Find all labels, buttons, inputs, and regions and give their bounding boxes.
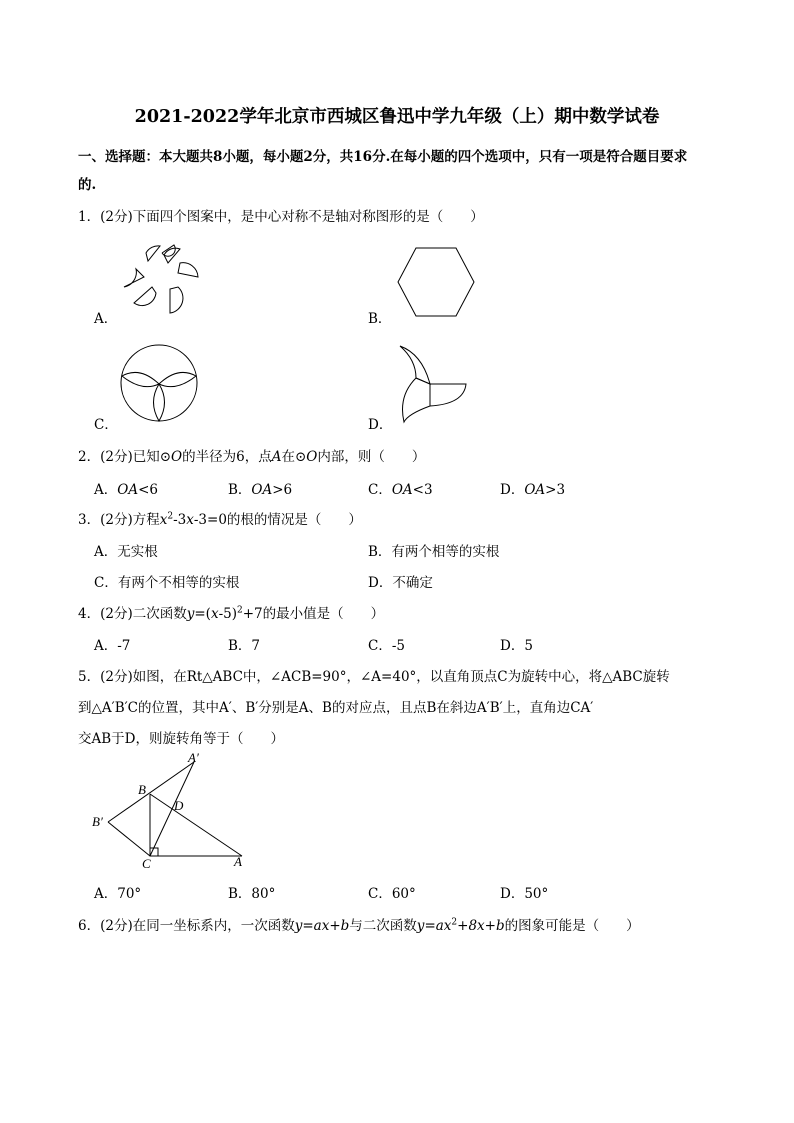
option-label: B．	[228, 482, 252, 498]
q6-stem-d: =	[424, 918, 436, 934]
q4-stem-d: +7的最小值是（ ）	[242, 606, 385, 622]
q1-figure-a	[118, 243, 208, 319]
q1-figure-d	[394, 344, 468, 424]
q1-figure-b	[396, 247, 476, 317]
option-rel: >6	[272, 482, 293, 498]
blade-left	[403, 378, 431, 422]
blade-top	[400, 346, 430, 384]
blade-right	[430, 384, 466, 406]
petal-right	[159, 372, 196, 386]
option-rel: <3	[412, 482, 433, 498]
q6-stem-a: 6．(2分)在同一坐标系内，一次函数	[78, 918, 295, 934]
q2-stem-c: 在⊙	[281, 449, 307, 465]
option-var: OA	[117, 482, 139, 498]
q3-option-b: B．有两个相等的实根	[368, 544, 500, 560]
label-a: A	[234, 854, 242, 869]
q1-option-c: C．	[94, 417, 118, 433]
hexagon-shape	[398, 248, 474, 316]
option-rel: >3	[545, 482, 566, 498]
q2-option-d	[500, 478, 565, 498]
pinwheel-blade-6	[124, 269, 144, 287]
q2-var-o1: O	[171, 449, 183, 465]
label-b: B	[138, 782, 146, 797]
pinwheel-blade-4	[170, 287, 183, 313]
q5-option-c: C．60°	[368, 886, 416, 902]
q5-stem-line1: 5．(2分)如图，在Rt△ABC中，∠ACB=90°，∠A=40°，以直角顶点C为旋转中心，将△ABC旋转	[78, 669, 670, 685]
q4-stem	[78, 602, 384, 622]
segment-b1c	[108, 822, 150, 856]
option-label: D．	[500, 482, 525, 498]
q4-stem-b: =(	[194, 606, 211, 622]
q2-stem	[78, 445, 425, 465]
petal-left	[122, 372, 159, 386]
option-var: OA	[524, 482, 546, 498]
label-b1: B′	[92, 814, 103, 829]
section-header-line1: 一、选择题：本大题共8小题，每小题2分，共16分.在每小题的四个选项中，只有一项是符合题目要求	[78, 149, 688, 165]
option-label: A．	[94, 482, 118, 498]
q4-sup: 2	[237, 605, 243, 616]
label-a1: A′	[188, 750, 199, 765]
label-c: C	[142, 856, 151, 871]
q5-option-d: D．50°	[500, 886, 549, 902]
q2-stem-a: 2．(2分)已知⊙	[78, 449, 172, 465]
q6-var-y1: y	[294, 918, 303, 934]
q1-option-a: A．	[94, 311, 118, 327]
q5-stem-line3: 交AB于D，则旋转角等于（ ）	[78, 731, 284, 747]
q4-var-y: y	[186, 606, 195, 622]
option-rel: <6	[138, 482, 158, 498]
q4-stem-a: 4．(2分)二次函数	[78, 606, 187, 622]
section-header-line2: 的.	[78, 177, 97, 193]
q6-stem	[78, 914, 640, 934]
q2-option-c	[368, 478, 433, 498]
q1-option-d: D．	[368, 417, 393, 433]
q6-var-y2: y	[416, 918, 425, 934]
q3-var-x2: x	[186, 512, 194, 528]
q3-stem-b: -3	[173, 512, 187, 528]
q4-option-a: A．-7	[94, 638, 131, 654]
q1-stem: 1．(2分)下面四个图案中，是中心对称不是轴对称图形的是（ ）	[78, 209, 484, 225]
q3-stem	[78, 508, 362, 528]
q2-option-b	[228, 478, 292, 498]
q2-option-a	[94, 478, 158, 498]
q3-stem-a: 3．(2分)方程	[78, 512, 160, 528]
q4-option-b: B．7	[228, 638, 261, 654]
q6-sup: 2	[451, 917, 458, 928]
q1-figure-c	[120, 344, 198, 422]
segment-ca1	[150, 762, 194, 856]
q1-option-b: B．	[368, 311, 392, 327]
q3-option-a: A．无实根	[94, 544, 158, 560]
pinwheel-blade-2	[146, 246, 160, 261]
q4-var-x: x	[210, 606, 219, 622]
q2-var-o2: O	[306, 449, 318, 465]
q6-expr2a: ax	[435, 918, 452, 934]
q3-var-x1: x	[159, 512, 168, 528]
petal-bottom	[154, 384, 165, 421]
q6-stem-c: 与二次函数	[349, 918, 417, 934]
q2-stem-d: 内部，则（ ）	[317, 449, 426, 465]
option-var: OA	[391, 482, 413, 498]
segment-ba	[150, 794, 242, 856]
q3-stem-c: -3=0的根的情况是（ ）	[193, 512, 362, 528]
q6-expr2b: +8x+b	[457, 918, 505, 934]
pinwheel-blade-5	[134, 287, 156, 306]
q2-var-a: A	[271, 449, 282, 465]
q5-figure	[90, 752, 260, 872]
segment-b1a1	[108, 762, 194, 822]
q4-option-d: D．5	[500, 638, 533, 654]
right-angle-mark	[150, 848, 158, 856]
pinwheel-blade-3	[178, 263, 198, 277]
option-label: C．	[368, 482, 392, 498]
q5-option-b: B．80°	[228, 886, 276, 902]
q6-stem-e: 的图象可能是（ ）	[504, 918, 640, 934]
q2-stem-b: 的半径为6，点	[182, 449, 272, 465]
q4-option-c: C．-5	[368, 638, 405, 654]
q3-sup: 2	[167, 511, 174, 522]
q4-stem-c: -5)	[218, 606, 237, 622]
option-var: OA	[251, 482, 273, 498]
q3-option-c: C．有两个不相等的实根	[94, 575, 240, 591]
q5-stem-line2: 到△A′B′C的位置，其中A′、B′分别是A、B的对应点，且点B在斜边A′B′上，直角边CA′	[78, 700, 594, 716]
q6-expr1: ax+b	[313, 918, 350, 934]
q5-option-a: A．70°	[94, 886, 142, 902]
page-title: 2021-2022学年北京市西城区鲁迅中学九年级（上）期中数学试卷	[134, 107, 660, 127]
label-d: D	[174, 798, 184, 813]
q6-stem-b: =	[302, 918, 314, 934]
q3-option-d: D．不确定	[368, 575, 433, 591]
